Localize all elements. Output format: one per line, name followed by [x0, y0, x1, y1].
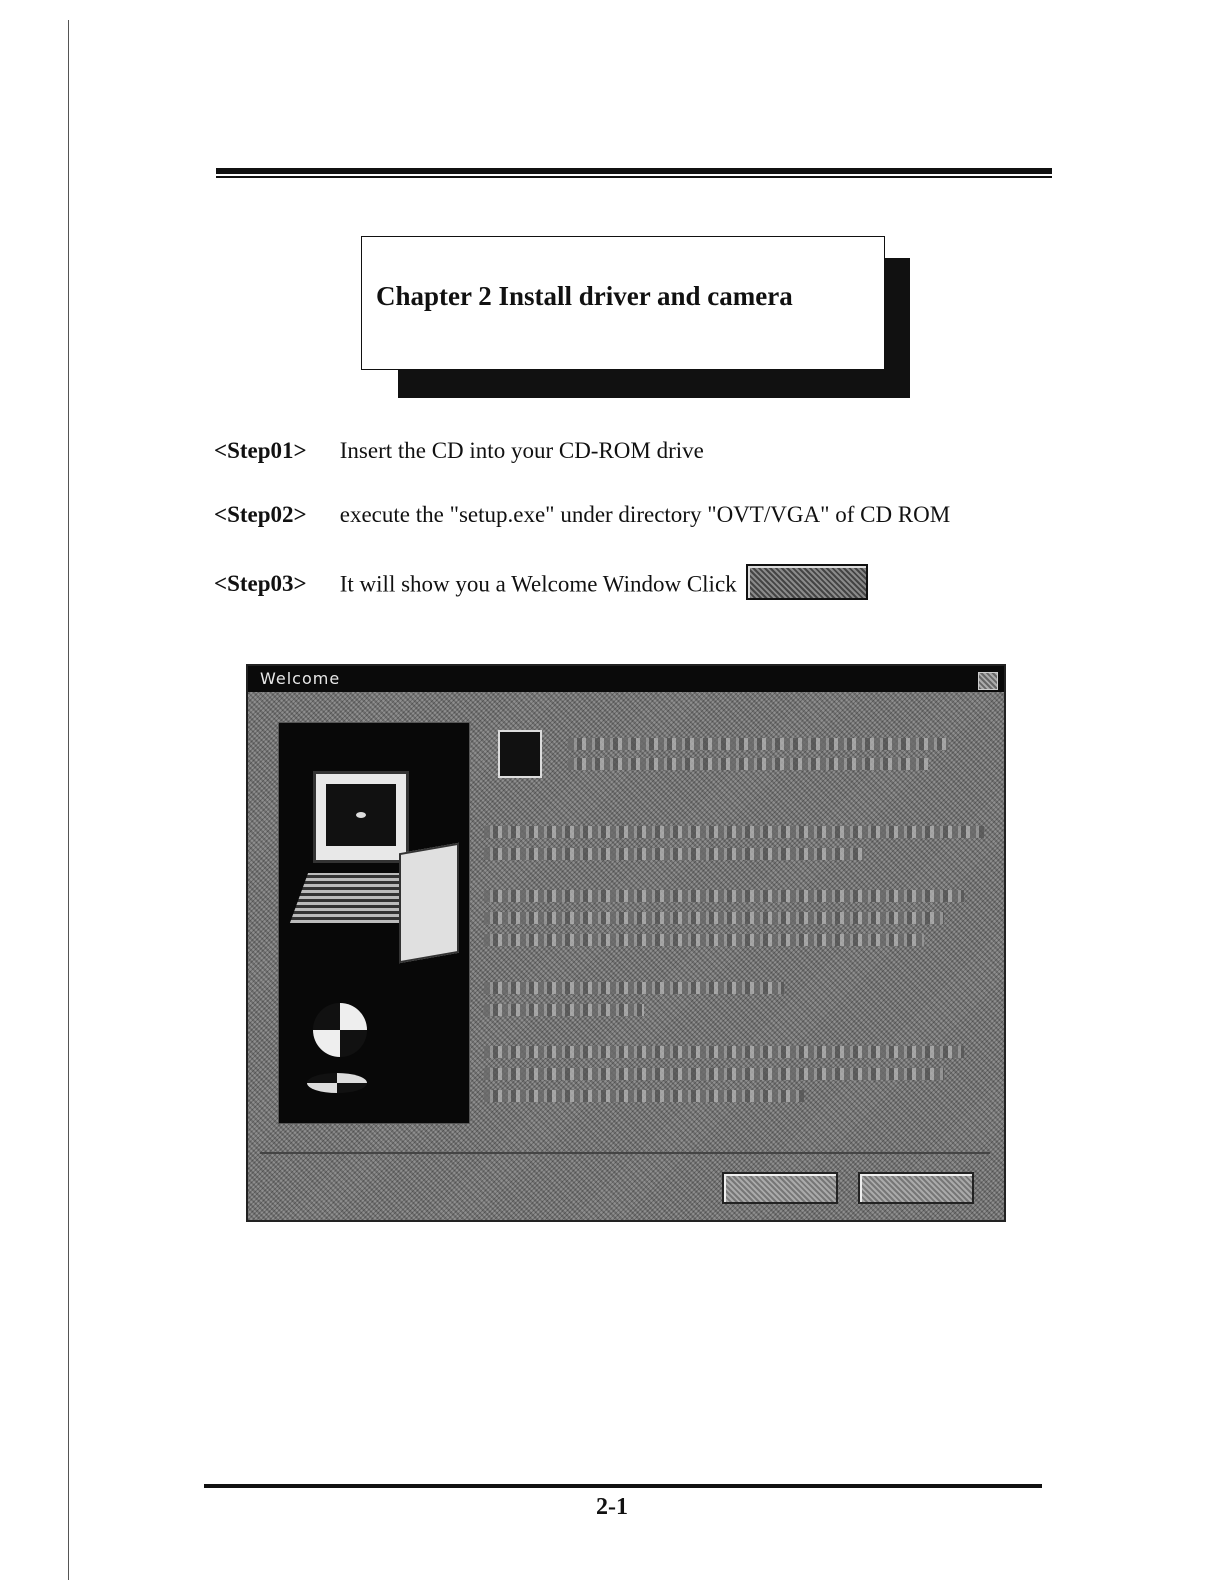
- close-icon: [978, 672, 998, 690]
- cd-disc-icon: [313, 1003, 367, 1057]
- illegible-text-line: [568, 758, 928, 770]
- illegible-text-line: [484, 1004, 644, 1016]
- installer-illustration: [278, 722, 470, 1124]
- window-titlebar: [248, 666, 1004, 692]
- illegible-text-line: [484, 848, 864, 860]
- illegible-text-line: [484, 912, 944, 924]
- step-tag: <Step01>: [214, 438, 307, 463]
- window-title: Welcome: [260, 669, 341, 688]
- illegible-text-line: [484, 934, 924, 946]
- illegible-text-line: [568, 738, 948, 750]
- step-03: [214, 568, 868, 604]
- page-margin-line: [68, 20, 69, 1580]
- welcome-window-screenshot: [246, 664, 1006, 1222]
- step-tag: <Step02>: [214, 502, 307, 527]
- header-rule: [216, 168, 1052, 178]
- cancel-button[interactable]: [858, 1172, 974, 1204]
- illegible-text-line: [484, 1046, 964, 1058]
- illegible-text-line: [484, 1068, 944, 1080]
- step-tag: <Step03>: [214, 571, 307, 597]
- computer-tower-icon: [399, 843, 459, 964]
- next-button[interactable]: [722, 1172, 838, 1204]
- page-number: 2-1: [596, 1494, 628, 1520]
- window-separator: [260, 1152, 990, 1154]
- chapter-box: [361, 236, 885, 370]
- footer-rule: [204, 1484, 1042, 1488]
- illegible-text-line: [484, 826, 984, 838]
- setup-computer-icon: [498, 730, 542, 778]
- cd-disc-icon: [307, 1073, 367, 1093]
- illegible-text-line: [484, 1090, 804, 1102]
- step-text: execute the "setup.exe" under directory "OVT/VGA" of CD ROM: [339, 502, 951, 527]
- monitor-icon: [313, 771, 409, 863]
- next-button-image: [746, 564, 868, 600]
- step-02: [214, 502, 950, 528]
- step-text: It will show you a Welcome Window Click: [339, 571, 737, 597]
- chapter-title: Chapter 2 Install driver and camera: [376, 281, 793, 311]
- step-01: [214, 438, 704, 464]
- illegible-text-line: [484, 982, 784, 994]
- step-text: Insert the CD into your CD-ROM drive: [339, 438, 704, 463]
- illegible-text-line: [484, 890, 964, 902]
